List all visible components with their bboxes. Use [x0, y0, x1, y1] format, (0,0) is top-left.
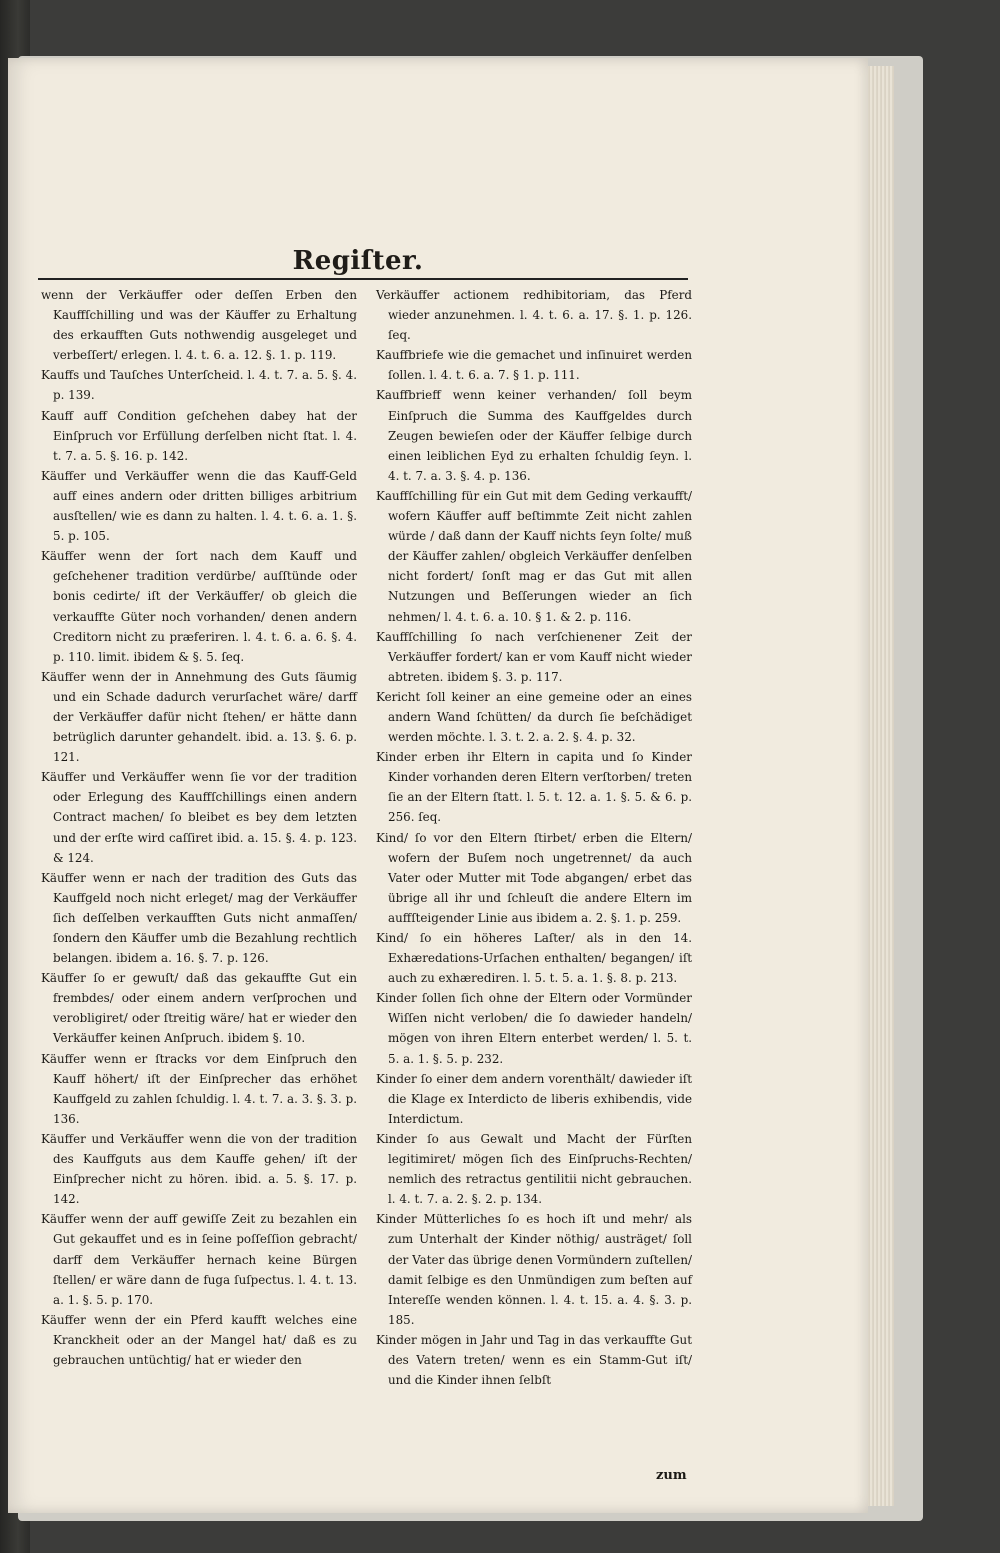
- index-entry: Kinder mögen in Jahr und Tag in das verkauffte Gut des Vatern treten/ wenn es ein Stamm-Gut iſt/ und die Kinder ihnen ſelbſt: [376, 1332, 692, 1388]
- index-entry: Käuffer und Verkäuffer wenn die das Kauff-Geld auff eines andern oder dritten billiges arbitrium ausſtellen/ wie es dann zu halten. l. 4. t. 6. a. 1. §. 5. p. 105.: [41, 468, 357, 544]
- index-entry: Kinder ſo aus Gewalt und Macht der Fürſten legitimiret/ mögen ſich des Einſpruchs-Rechten/ nemlich des retractus gentilitii nicht gebrauchen. l. 4. t. 7. a. 2. §. 2. p. 134.: [376, 1131, 692, 1207]
- index-entry: Käuffer und Verkäuffer wenn die von der tradition des Kauffguts aus dem Kauffe gehen/ iſt der Einſprecher nicht zu hören. ibid. a. 5. §. 17. p. 142.: [41, 1131, 357, 1207]
- index-entry: Kauffſchilling ſo nach verſchienener Zeit der Verkäuffer fordert/ kan er vom Kauff nicht wieder abtreten. ibidem §. 3. p. 117.: [376, 629, 692, 684]
- index-entry: Käuffer ſo er gewuſt/ daß das gekauffte Gut ein frembdes/ oder einem andern verſprochen und verobligiret/ oder ſtreitig wäre/ hat er wieder den Verkäuffer keinen Anſpruch. ibidem §. 10.: [41, 971, 357, 1046]
- page: [8, 58, 868, 1513]
- index-entry: Kind/ ſo vor den Eltern ſtirbet/ erben die Eltern/ wofern der Buſem noch ungetrennet/ da auch Vater oder Mutter mit Tode abgangen/ erbet das übrige all ihr und ſchleuſt die andere Eltern im auffſteigender Linie aus ibidem a. 2. §. 1. p. 259.: [376, 830, 692, 925]
- index-entry: wenn der Verkäuffer oder deſſen Erben den Kauffſchilling und was der Käuffer zu Erhaltung des erkaufften Guts nothwendig ausgeleget und verbeſſert/ erlegen. l. 4. t. 6. a. 12. §. 1. p. 119.: [41, 288, 357, 363]
- index-entry: Käuffer wenn er ſtracks vor dem Einſpruch den Kauff höhert/ iſt der Einſprecher das erhöhet Kauffgeld zu zahlen ſchuldig. l. 4. t. 7. a. 3. §. 3. p. 136.: [41, 1051, 357, 1126]
- index-entry: Käuffer wenn er nach der tradition des Guts das Kauffgeld noch nicht erleget/ mag der Verkäuffer ſich deſſelben verkaufften Guts nicht anmaſſen/ ſondern den Käuffer umb die Bezahlung rechtlich belangen. ibidem a. 16. §. 7. p. 126.: [41, 870, 357, 966]
- index-entry: Kauffbriefe wie die gemachet und inſinuiret werden ſollen. l. 4. t. 6. a. 7. § 1. p. 111.: [376, 348, 692, 383]
- index-entry: Kinder Mütterliches ſo es hoch iſt und mehr/ als zum Unterhalt der Kinder nöthig/ austräget/ ſoll der Vater das übrige denen Vormündern zuſtellen/ damit ſelbige es den Unmündigen zum beſten auf Intereſſe wenden können. l. 4. t. 15. a. 4. §. 3. p. 185.: [376, 1212, 692, 1327]
- index-entry: Käuffer wenn der ſort nach dem Kauff und geſchehener tradition verdürbe/ auſſtünde oder bonis cedirte/ iſt der Verkäuffer/ ob gleich die verkauffte Güter noch vorhanden/ denen andern Creditorn nicht zu præferiren. l. 4. t. 6. a. 6. §. 4. p. 110. limit. ibidem & §. 5. ſeq.: [41, 549, 357, 664]
- index-entry: Kinder erben ihr Eltern in capita und ſo Kinder Kinder vorhanden deren Eltern verſtorben/ treten ſie an der Eltern ſtatt. l. 5. t. 12. a. 1. §. 5. & 6. p. 256. ſeq.: [376, 750, 692, 825]
- index-entry: Käuffer wenn der in Annehmung des Guts ſäumig und ein Schade dadurch verurſachet wäre/ darff der Verkäuffer dafür nicht ſtehen/ er hätte dann betrüglich darunter gehandelt. ibid. a. 13. §. 6. p. 121.: [41, 669, 357, 765]
- index-entry: Kinder ſollen ſich ohne der Eltern oder Vormünder Wiſſen nicht verloben/ die ſo dawieder handeln/ mögen von ihren Eltern enterbet werden/ l. 5. t. 5. a. 1. §. 5. p. 232.: [376, 991, 692, 1066]
- index-entry: Kinder ſo einer dem andern vorenthält/ dawieder iſt die Klage ex Interdicto de liberis exhibendis, vide Interdictum.: [376, 1071, 692, 1126]
- catchword: zum: [656, 1468, 687, 1483]
- index-entry: Kind/ ſo ein höheres Laſter/ als in den 14. Exhæredations-Urſachen enthalten/ begangen/ iſt auch zu exhærediren. l. 5. t. 5. a. 1. §. 8. p. 213.: [376, 931, 692, 986]
- index-entry: Käuffer wenn der ein Pferd kaufft welches eine Kranckheit oder an der Mangel hat/ daß es zu gebrauchen untüchtig/ hat er wieder den: [41, 1312, 357, 1367]
- index-entry: Käuffer und Verkäuffer wenn ſie vor der tradition oder Erlegung des Kauffſchillings einen andern Contract machen/ ſo bleibet es bey dem letzten und der erſte wird caſſiret ibid. a. 15. §. 4. p. 123. & 124.: [41, 770, 357, 865]
- index-entry: Käuffer wenn der auff gewiſſe Zeit zu bezahlen ein Gut gekauffet und es in ſeine poſſeſſion gebracht/ darff dem Verkäuffer hernach keine Bürgen ſtellen/ er wäre dann de fuga ſuſpectus. l. 4. t. 13. a. 1. §. 5. p. 170.: [41, 1212, 357, 1307]
- page-title: Regiſter.: [292, 246, 424, 276]
- header-rule: [38, 278, 688, 280]
- right-column: [376, 285, 692, 1390]
- index-entry: Kauffs und Tauſches Unterſcheid. l. 4. t. 7. a. 5. §. 4. p. 139.: [41, 368, 357, 403]
- index-entry: Verkäuffer actionem redhibitoriam, das Pferd wieder anzunehmen. l. 4. t. 6. a. 17. §. 1. p. 126. ſeq.: [376, 288, 692, 343]
- index-entry: Kauffſchilling für ein Gut mit dem Geding verkaufft/ wofern Käuffer auff beſtimmte Zeit nicht zahlen würde / daß dann der Kauff nichts ſeyn ſolte/ muß der Käuffer zahlen/ obgleich Verkäuffer denſelben nicht fordert/ ſonſt mag er das Gut mit allen Nutzungen und Beſſerungen wieder an ſich nehmen/ l. 4. t. 6. a. 10. § 1. & 2. p. 116.: [376, 488, 692, 624]
- index-entry: Kericht ſoll keiner an eine gemeine oder an eines andern Wand ſchütten/ da durch ſie beſchädiget werden möchte. l. 3. t. 2. a. 2. §. 4. p. 32.: [376, 689, 692, 745]
- left-column: [41, 285, 357, 1370]
- index-entry: Kauff auff Condition geſchehen dabey hat der Einſpruch vor Erfüllung derſelben nicht ſtat. l. 4. t. 7. a. 5. §. 16. p. 142.: [41, 408, 357, 463]
- index-entry: Kauffbrieff wenn keiner verhanden/ ſoll beym Einſpruch die Summa des Kauffgeldes durch Zeugen bewieſen oder der Käuffer ſelbige durch einen leiblichen Eyd zu erhalten ſchuldig ſeyn. l. 4. t. 7. a. 3. §. 4. p. 136.: [376, 388, 692, 483]
